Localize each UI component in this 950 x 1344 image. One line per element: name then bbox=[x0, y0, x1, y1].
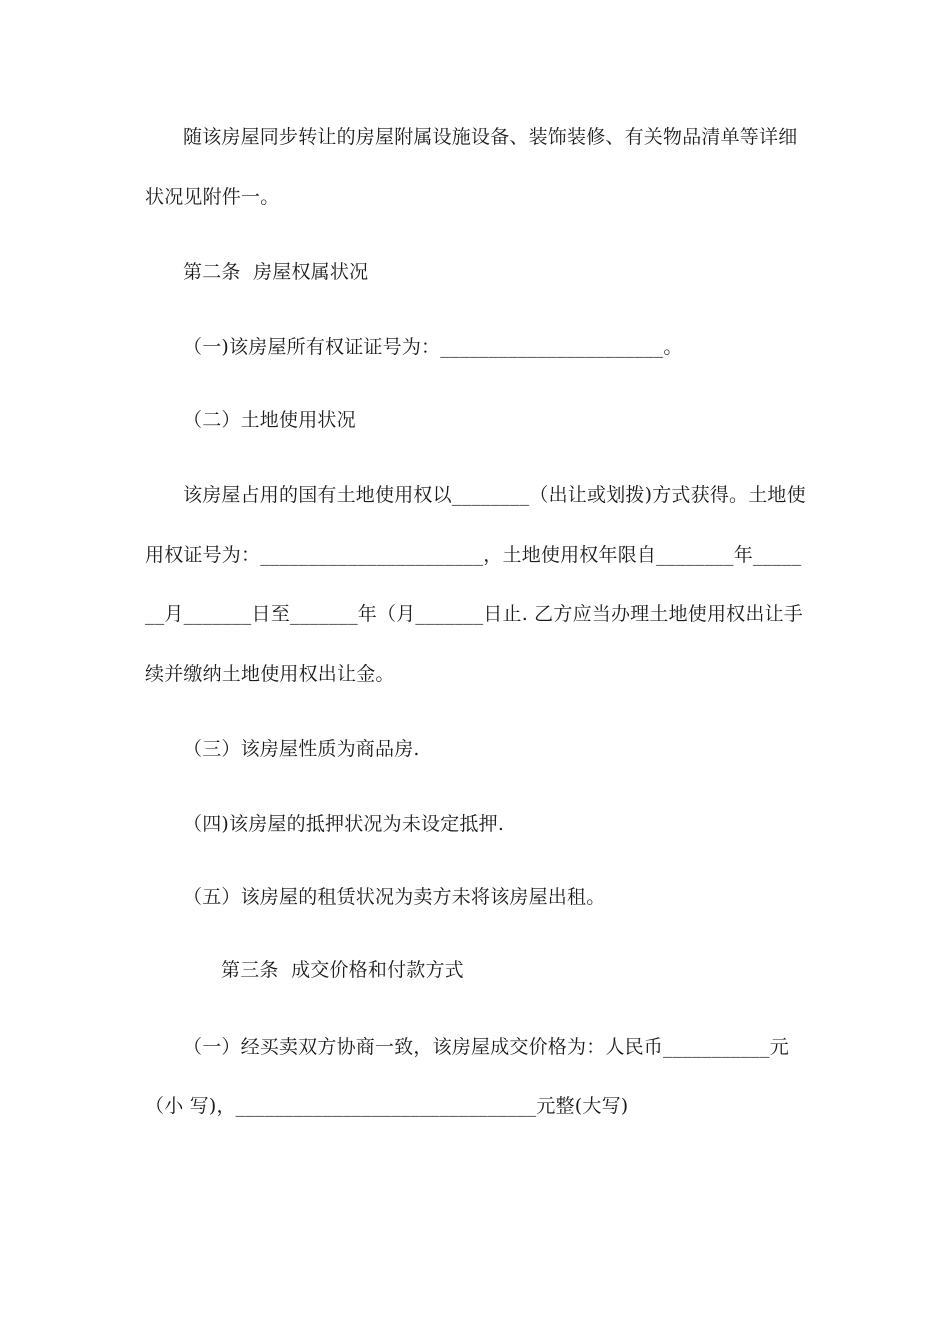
section-heading: 第二条 房屋权属状况 bbox=[183, 261, 369, 283]
subsection-heading: （二）土地使用状况 bbox=[183, 409, 356, 431]
paragraph-line: （三）该房屋性质为商品房. bbox=[183, 738, 420, 760]
paragraph-line: （一)该房屋所有权证证号为：_______________________。 bbox=[183, 336, 683, 358]
paragraph-line: （一）经买卖双方协商一致，该房屋成交价格为：人民币___________元 bbox=[183, 1036, 789, 1058]
paragraph-line: 该房屋占用的国有土地使用权以________（出让或划拨)方式获得。土地使 bbox=[183, 484, 806, 506]
paragraph-line: 状况见附件一。 bbox=[145, 186, 280, 208]
paragraph-line: 用权证号为：_______________________，土地使用权年限自________年_____ bbox=[145, 544, 802, 566]
paragraph-line: （小 写)，_______________________________元整(大写) bbox=[145, 1095, 629, 1117]
paragraph-line: __月_______日至_______年（月_______日止. 乙方应当办理土地使用权出让手 bbox=[145, 603, 803, 625]
paragraph-line: 续并缴纳土地使用权出让金。 bbox=[145, 663, 395, 685]
paragraph-line: 随该房屋同步转让的房屋附属设施设备、装饰装修、有关物品清单等详细 bbox=[183, 126, 798, 148]
section-heading: 第三条 成交价格和付款方式 bbox=[221, 959, 464, 981]
paragraph-line: （五）该房屋的租赁状况为卖方未将该房屋出租。 bbox=[183, 886, 606, 908]
paragraph-line: （四)该房屋的抵押状况为未设定抵押. bbox=[183, 813, 505, 835]
